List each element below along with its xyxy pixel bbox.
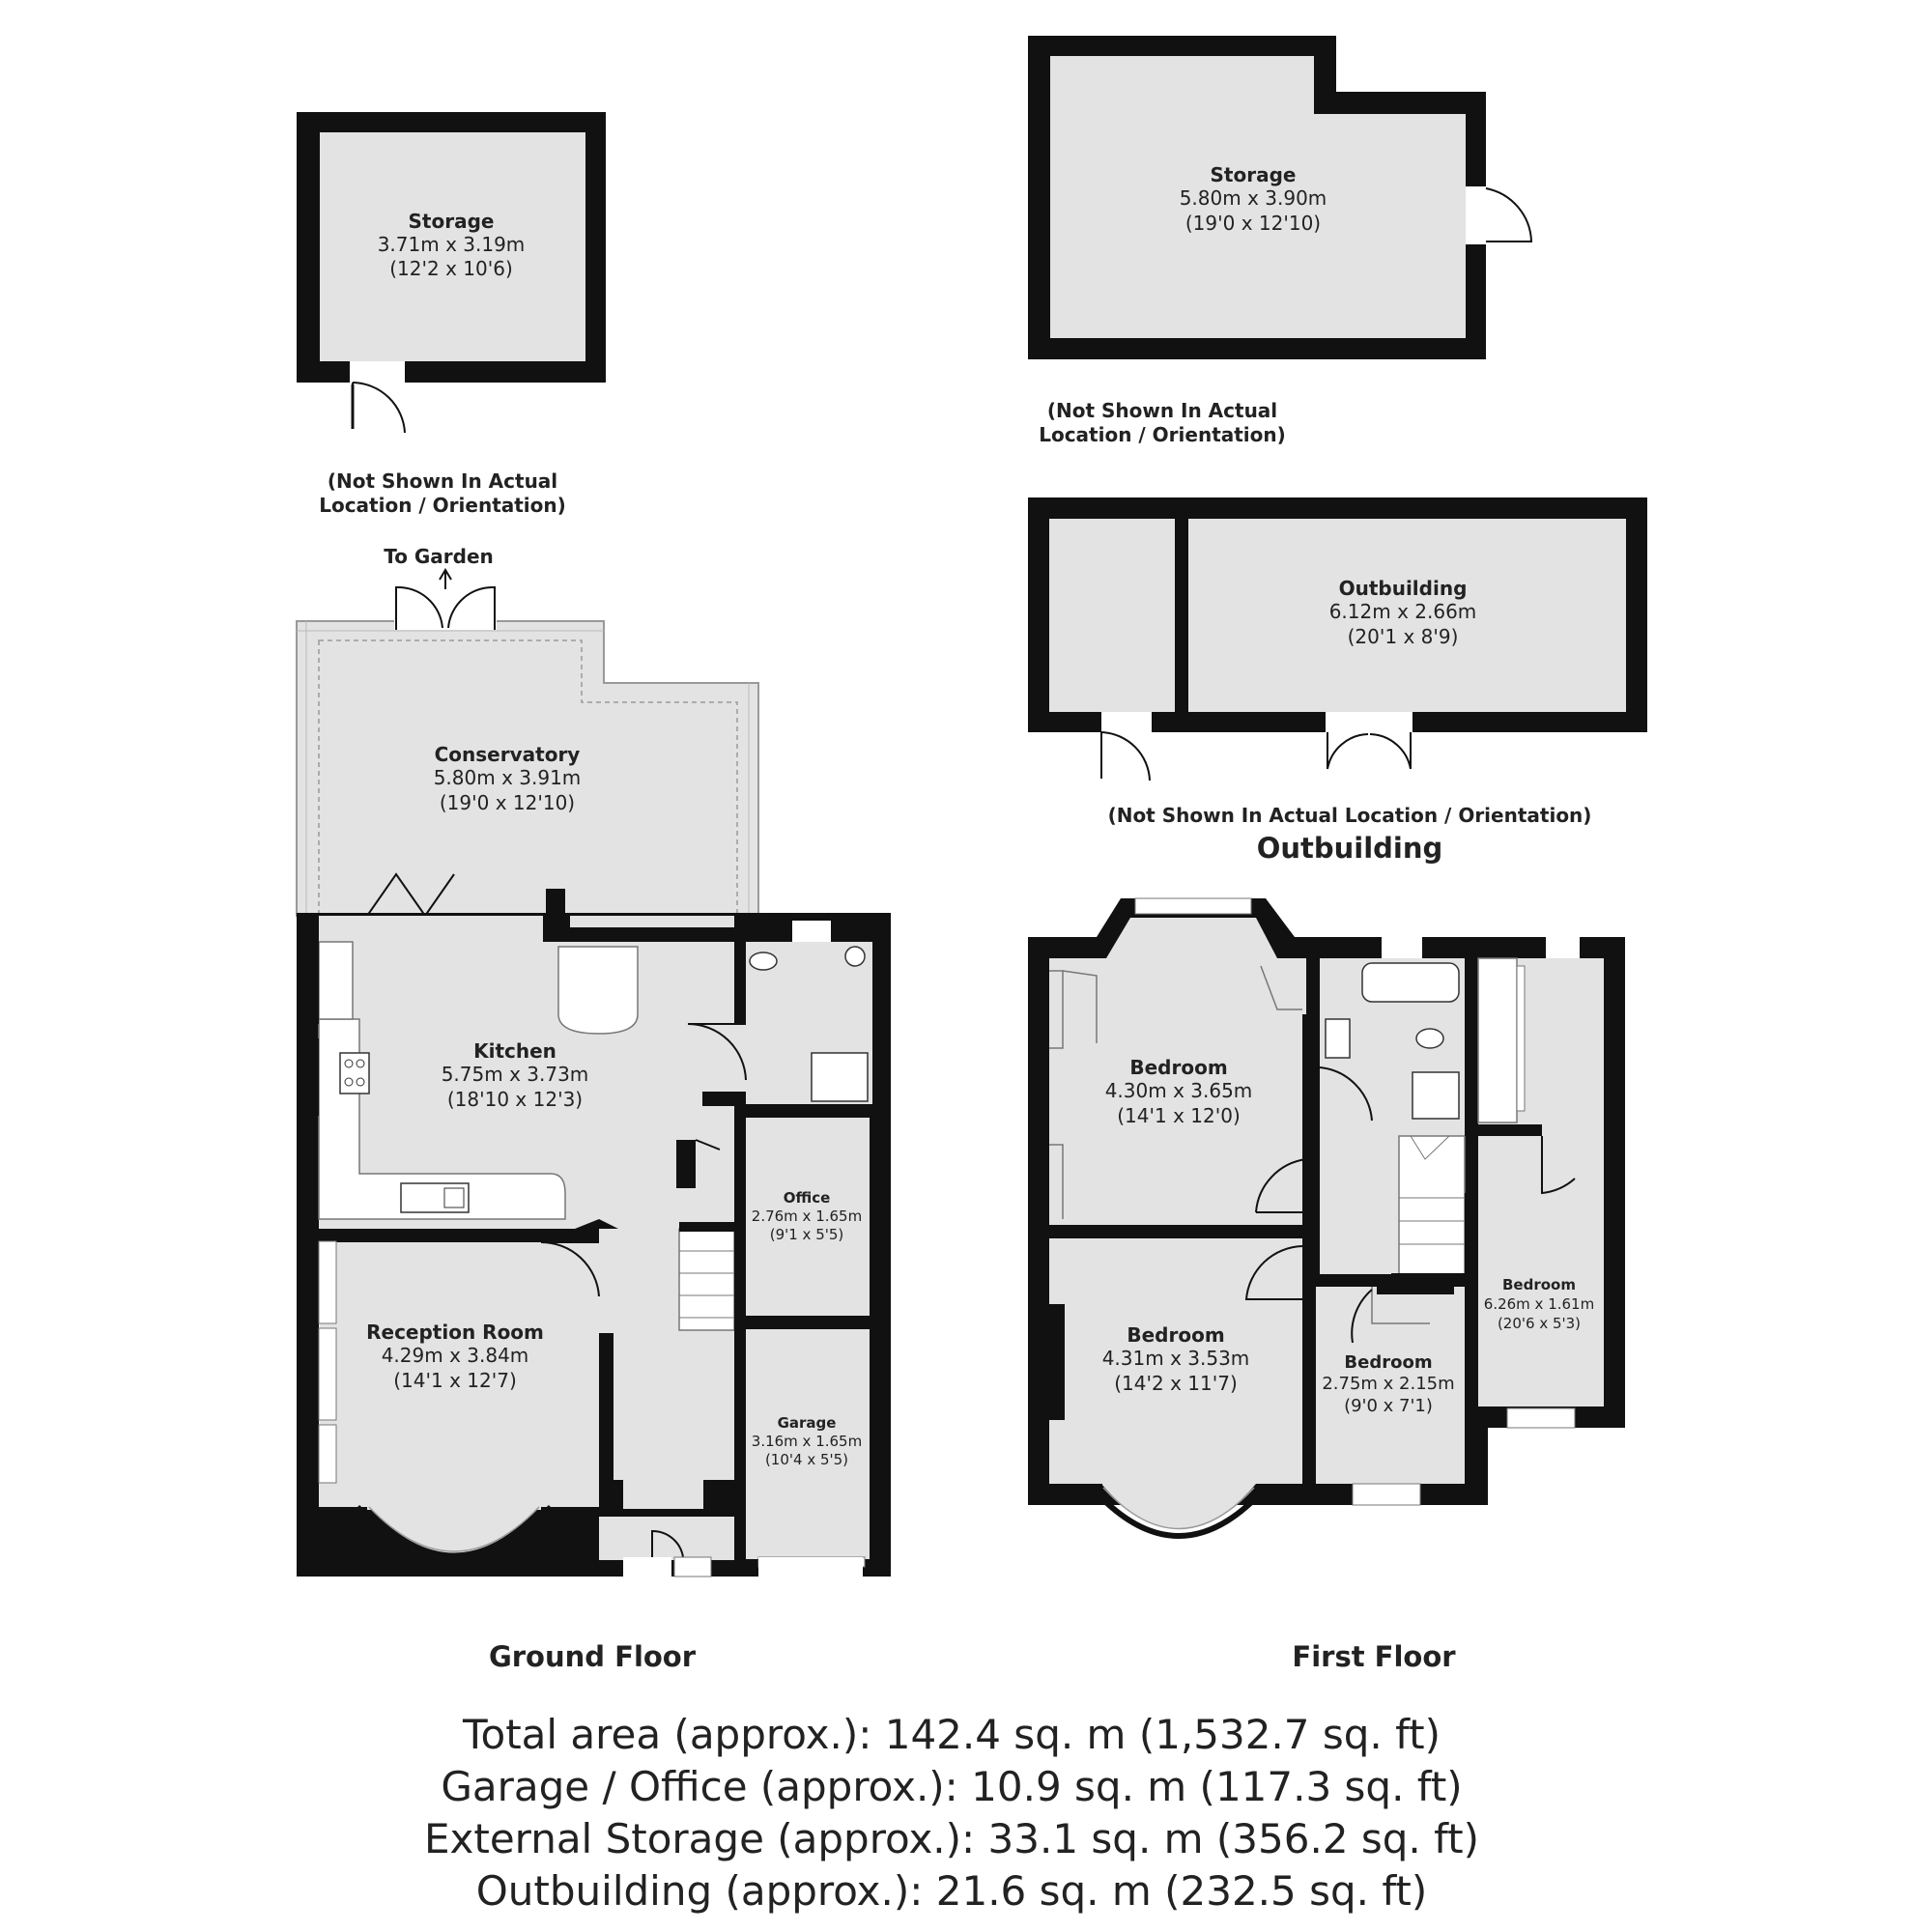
to-garden-label: To Garden	[384, 545, 494, 568]
outbuilding-building	[1028, 497, 1647, 781]
area-total: Total area (approx.): 142.4 sq. m (1,532.7 sq. ft)	[462, 1711, 1441, 1758]
area-garage-office: Garage / Office (approx.): 10.9 sq. m (117.3 sq. ft)	[441, 1763, 1463, 1810]
bedroom-3-dim-m: 2.75m x 2.15m	[1322, 1374, 1455, 1394]
kitchen-name: Kitchen	[473, 1039, 556, 1063]
office-name: Office	[783, 1189, 831, 1207]
basin-icon	[845, 947, 865, 966]
ground-floor-title: Ground Floor	[488, 1640, 697, 1673]
conservatory-name: Conservatory	[434, 743, 581, 766]
shower-tray-icon	[1413, 1072, 1459, 1119]
storage-large-note-1: (Not Shown In Actual	[1046, 399, 1278, 422]
reception-dim-ft: (14'1 x 12'7)	[393, 1369, 517, 1392]
area-external-storage: External Storage (approx.): 33.1 sq. m (356.2 sq. ft)	[423, 1815, 1480, 1862]
outbuilding-note: (Not Shown In Actual Location / Orientation)	[1107, 804, 1592, 827]
door-swing-icon	[353, 383, 405, 433]
bedroom-1-name: Bedroom	[1129, 1056, 1228, 1079]
reception-dim-m: 4.29m x 3.84m	[381, 1344, 529, 1367]
bedroom-2-dim-m: 4.31m x 3.53m	[1101, 1347, 1250, 1370]
garage-name: Garage	[777, 1414, 837, 1432]
storage-small-note-2: Location / Orientation)	[319, 494, 566, 517]
storage-large-dim-ft: (19'0 x 12'10)	[1184, 212, 1322, 235]
outbuilding-title: Outbuilding	[1256, 832, 1443, 865]
storage-small-dim-m: 3.71m x 3.19m	[377, 233, 526, 256]
staircase	[679, 1229, 734, 1330]
storage-small-dim-ft: (12'2 x 10'6)	[389, 257, 513, 280]
kitchen-island	[558, 947, 638, 1034]
storage-small-name: Storage	[408, 210, 495, 233]
conservatory-dim-ft: (19'0 x 12'10)	[439, 791, 576, 814]
conservatory-dim-m: 5.80m x 3.91m	[433, 766, 582, 789]
storage-large-name: Storage	[1210, 163, 1297, 186]
outbuilding-dim-ft: (20'1 x 8'9)	[1347, 625, 1459, 648]
bedroom-4-name: Bedroom	[1502, 1276, 1576, 1293]
area-outbuilding: Outbuilding (approx.): 21.6 sq. m (232.5 sq. ft)	[475, 1867, 1428, 1915]
bedroom-1-dim-m: 4.30m x 3.65m	[1104, 1079, 1253, 1102]
first-floor-title: First Floor	[1292, 1640, 1456, 1673]
office-dim-m: 2.76m x 1.65m	[751, 1208, 863, 1225]
basin-icon	[1326, 1019, 1350, 1058]
shower-tray-icon	[812, 1053, 868, 1101]
storage-large-note-2: Location / Orientation)	[1039, 423, 1286, 446]
bedroom-2-dim-ft: (14'2 x 11'7)	[1114, 1372, 1238, 1395]
double-door-icon	[1327, 732, 1411, 769]
door-swing-icon	[1486, 188, 1531, 242]
storage-small-note-1: (Not Shown In Actual	[327, 469, 558, 493]
toilet-icon	[750, 952, 777, 970]
storage-large-dim-m: 5.80m x 3.90m	[1179, 186, 1327, 210]
arrow-up-icon	[440, 570, 451, 589]
office-dim-ft: (9'1 x 5'5)	[769, 1226, 844, 1243]
reception-name: Reception Room	[366, 1321, 544, 1344]
door-swing-icon	[1101, 732, 1150, 781]
bedroom-3-name: Bedroom	[1344, 1352, 1433, 1373]
outbuilding-dim-m: 6.12m x 2.66m	[1328, 600, 1477, 623]
bathtub-icon	[1362, 963, 1459, 1002]
bedroom-1-dim-ft: (14'1 x 12'0)	[1117, 1104, 1241, 1127]
toilet-icon	[1416, 1029, 1443, 1048]
outbuilding-name: Outbuilding	[1338, 577, 1468, 600]
kitchen-dim-m: 5.75m x 3.73m	[441, 1063, 589, 1086]
garage-dim-ft: (10'4 x 5'5)	[764, 1451, 849, 1468]
garage-dim-m: 3.16m x 1.65m	[751, 1433, 863, 1450]
kitchen-dim-ft: (18'10 x 12'3)	[446, 1088, 584, 1111]
first-floor-plan	[1028, 898, 1625, 1536]
bedroom-4-dim-m: 6.26m x 1.61m	[1483, 1295, 1595, 1313]
bedroom-3-dim-ft: (9'0 x 7'1)	[1344, 1396, 1433, 1416]
bedroom-4-dim-ft: (20'6 x 5'3)	[1497, 1315, 1582, 1332]
staircase	[1399, 1136, 1465, 1276]
hob-icon	[340, 1053, 369, 1094]
bedroom-2-name: Bedroom	[1127, 1323, 1225, 1347]
